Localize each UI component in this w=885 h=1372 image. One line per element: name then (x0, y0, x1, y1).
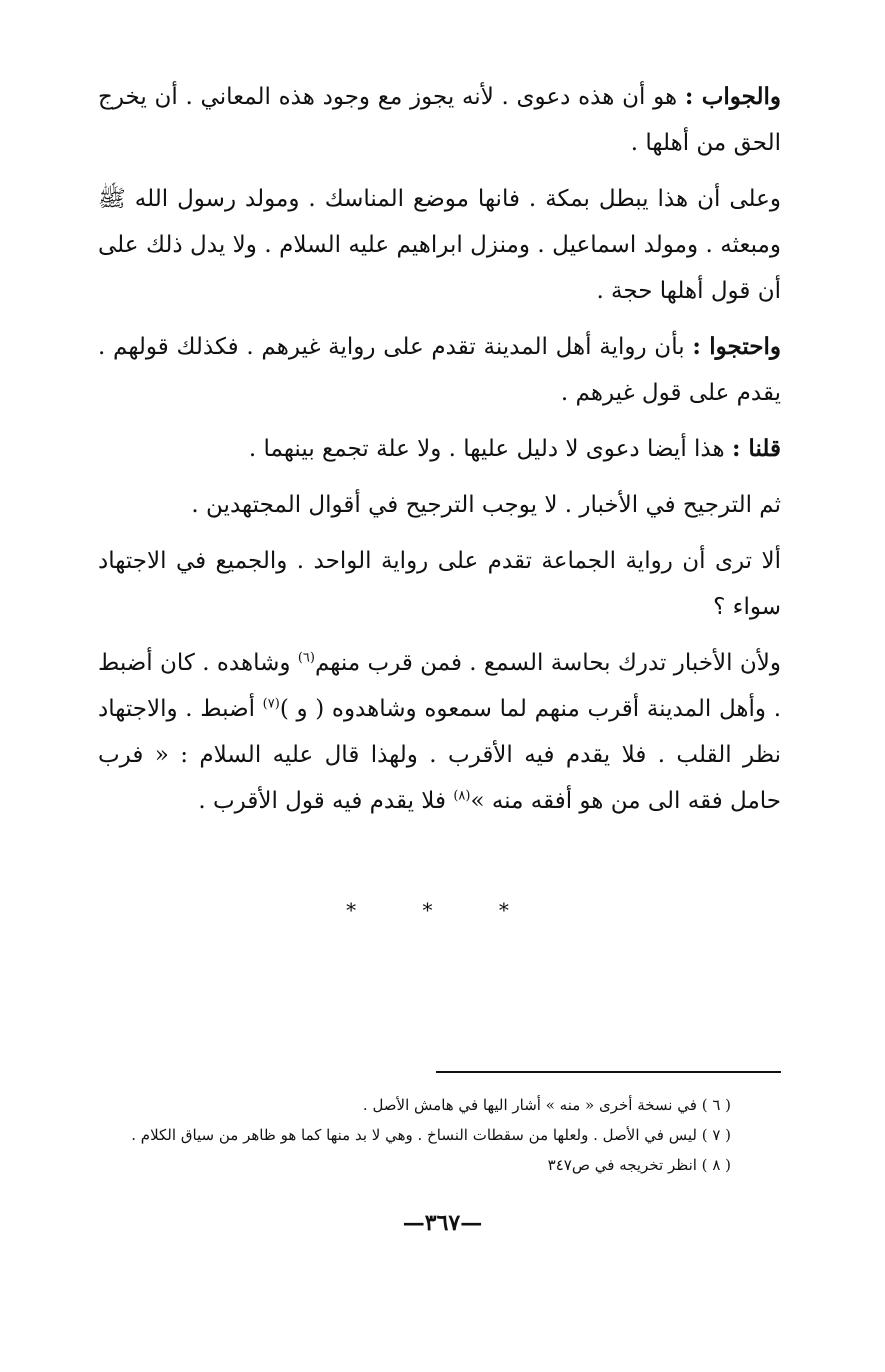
paragraph-text: وشاهده . كان أضبط . وأهل المدينة أقرب منهم لما سمعوه وشاهدوه ( و ) (98, 650, 782, 722)
footnote-divider (436, 1071, 781, 1073)
paragraph-text: وعلى أن هذا يبطل بمكة . فانها موضع المناسك . ومولد رسول الله ﷺ ومبعثه . ومولد اسماعيل . ومنزل ابراهيم عليه السلام . ولا يدل ذلك على أن قول أهلها حجة . (98, 186, 781, 304)
paragraph-lead: قلنا : (731, 435, 781, 462)
footnote-8: ( ٨ ) انظر تخريجه في ص٣٤٧ (547, 1156, 731, 1174)
paragraph-answer (98, 74, 781, 166)
paragraph-argument (98, 324, 781, 416)
footnote-ref-8[interactable]: (٨) (453, 788, 471, 804)
section-separator: * * * (346, 898, 539, 922)
paragraph-text: أضبط . والاجتهاد نظر القلب . فلا يقدم فيه الأقرب . ولهذا قال عليه السلام : « فرب حامل فقه الى من هو أفقه منه » (98, 696, 781, 814)
footnote-ref-6[interactable]: (٦) (297, 650, 315, 666)
paragraph-mecca (98, 176, 781, 314)
paragraph-lead: والجواب : (684, 83, 782, 110)
footnotes (120, 1090, 731, 1180)
paragraph-reply (98, 426, 781, 472)
paragraph-lead: واحتجوا : (692, 333, 781, 360)
paragraph-text: ألا ترى أن رواية الجماعة تقدم على رواية الواحد . والجميع في الاجتهاد سواء ؟ (98, 548, 781, 620)
paragraph-text: ثم الترجيح في الأخبار . لا يوجب الترجيح في أقوال المجتهدين . (191, 492, 781, 518)
page-number: —٣٦٧— (402, 1210, 483, 1236)
footnote-7: ( ٧ ) ليس في الأصل . ولعلها من سقطات النساخ . وهي لا بد منها كما هو ظاهر من سياق الكلام . (131, 1126, 731, 1144)
footnote-6: ( ٦ ) في نسخة أخرى « منه » أشار اليها في هامش الأصل . (362, 1096, 731, 1114)
paragraph-preference (98, 482, 781, 528)
footnote-ref-7[interactable]: (٧) (262, 696, 280, 712)
paragraph-text: فلا يقدم فيه قول الأقرب . (198, 788, 454, 814)
paragraph-text: ولأن الأخبار تدرك بحاسة السمع . فمن قرب منهم (314, 650, 781, 676)
paragraph-hearing (98, 640, 781, 824)
paragraph-group-narration (98, 538, 781, 630)
paragraph-text: هذا أيضا دعوى لا دليل عليها . ولا علة تجمع بينهما . (248, 436, 732, 462)
main-text (98, 74, 781, 834)
paragraph-text: هو أن هذه دعوى . لأنه يجوز مع وجود هذه المعاني . أن يخرج الحق من أهلها . (98, 84, 781, 156)
paragraph-text: بأن رواية أهل المدينة تقدم على رواية غيرهم . فكذلك قولهم . يقدم على قول غيرهم . (98, 334, 781, 406)
